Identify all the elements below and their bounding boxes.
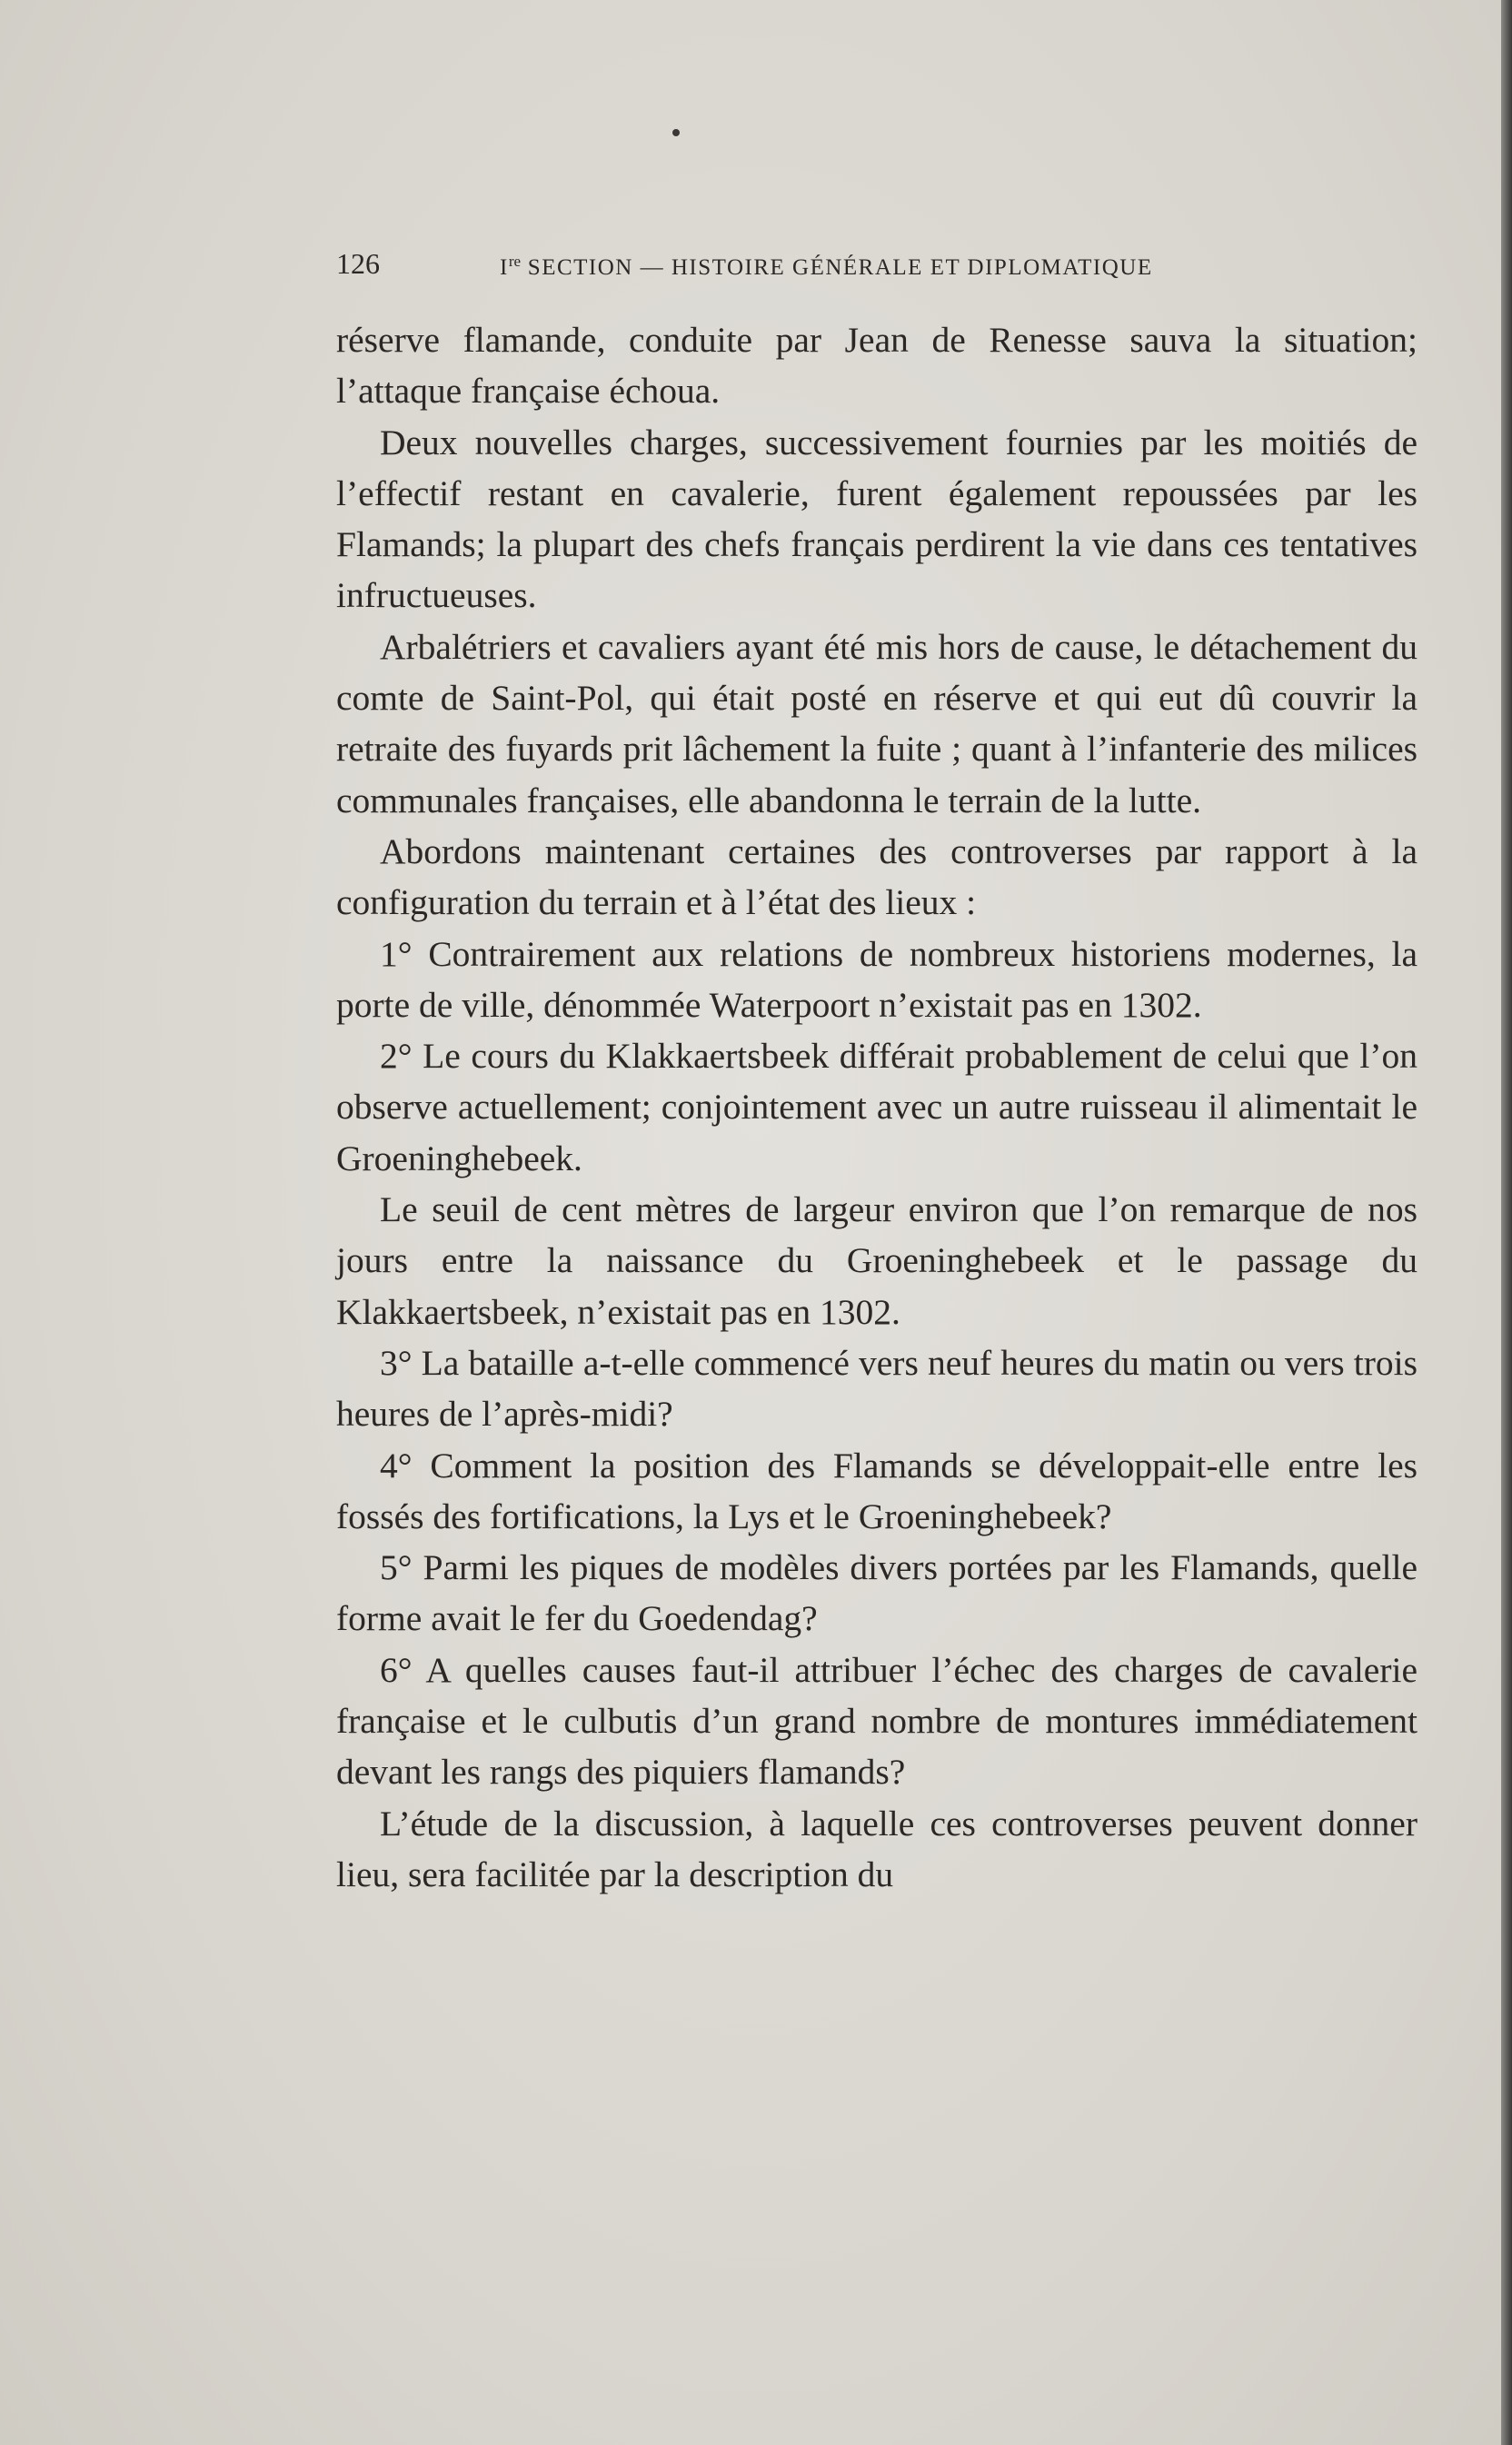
ink-speck bbox=[672, 129, 680, 136]
running-header bbox=[336, 247, 1254, 283]
section-prefix: I bbox=[500, 255, 509, 280]
paragraph-3: Arbalétriers et cavaliers ayant été mis hors de cause, le détachement du comte de Saint-Pol, qui était posté en réserve et qui eut dû couvrir la retraite des fuyards prit lâchement la fuite ; quant à l’infanterie des milices communales françaises, elle abandonna le terrain de la lutte. bbox=[336, 626, 1418, 820]
section-superscript: re bbox=[508, 253, 522, 270]
section-title bbox=[500, 253, 1153, 281]
page-edge-shadow bbox=[1501, 0, 1512, 2445]
paragraph-11: 6° A quelles causes faut-il attribuer l’échec des charges de cavalerie française et le culbutis d’un grand nombre de montures immédiatement devant les rangs des piquiers flamands? bbox=[336, 1649, 1418, 1793]
paragraph-9: 4° Comment la position des Flamands se développait-elle entre les fossés des fortifications, la Lys et le Groeninghebeek? bbox=[336, 1445, 1418, 1536]
paragraph-2: Deux nouvelles charges, successivement fournies par les moitiés de l’effectif restant en cavalerie, furent également repoussées par les Flamands; la plupart des chefs français perdirent la vie dans ces tentatives infructueuses. bbox=[336, 422, 1418, 616]
section-rest: SECTION — HISTOIRE GÉNÉRALE ET DIPLOMATIQUE bbox=[521, 255, 1153, 280]
paragraph-5: 1° Contrairement aux relations de nombreux historiens modernes, la porte de ville, dénommée Waterpoort n’existait pas en 1302. bbox=[336, 933, 1418, 1025]
paragraph-1: réserve flamande, conduite par Jean de Renesse sauva la situation; l’attaque française échoua. bbox=[336, 320, 1418, 412]
body-text bbox=[336, 314, 1418, 1900]
paragraph-12: L’étude de la discussion, à laquelle ces controverses peuvent donner lieu, sera facilitée par la description du bbox=[336, 1803, 1418, 1894]
paragraph-8: 3° La bataille a-t-elle commencé vers neuf heures du matin ou vers trois heures de l’après-midi? bbox=[336, 1342, 1418, 1435]
paragraph-6: 2° Le cours du Klakkaertsbeek différait probablement de celui que l’on observe actuellement; conjointement avec un autre ruisseau il alimentait le Groeninghebeek. bbox=[336, 1036, 1418, 1178]
paragraph-4: Abordons maintenant certaines des controverses par rapport à la configuration du terrain et à l’état des lieux : bbox=[336, 830, 1418, 923]
paragraph-10: 5° Parmi les piques de modèles divers portées par les Flamands, quelle forme avait le fer du Goedendag? bbox=[336, 1547, 1418, 1639]
page-number: 126 bbox=[336, 247, 380, 280]
paragraph-7: Le seuil de cent mètres de largeur environ que l’on remarque de nos jours entre la naissance du Groeninghebeek et le passage du Klakkaertsbeek, n’existait pas en 1302. bbox=[336, 1189, 1418, 1332]
